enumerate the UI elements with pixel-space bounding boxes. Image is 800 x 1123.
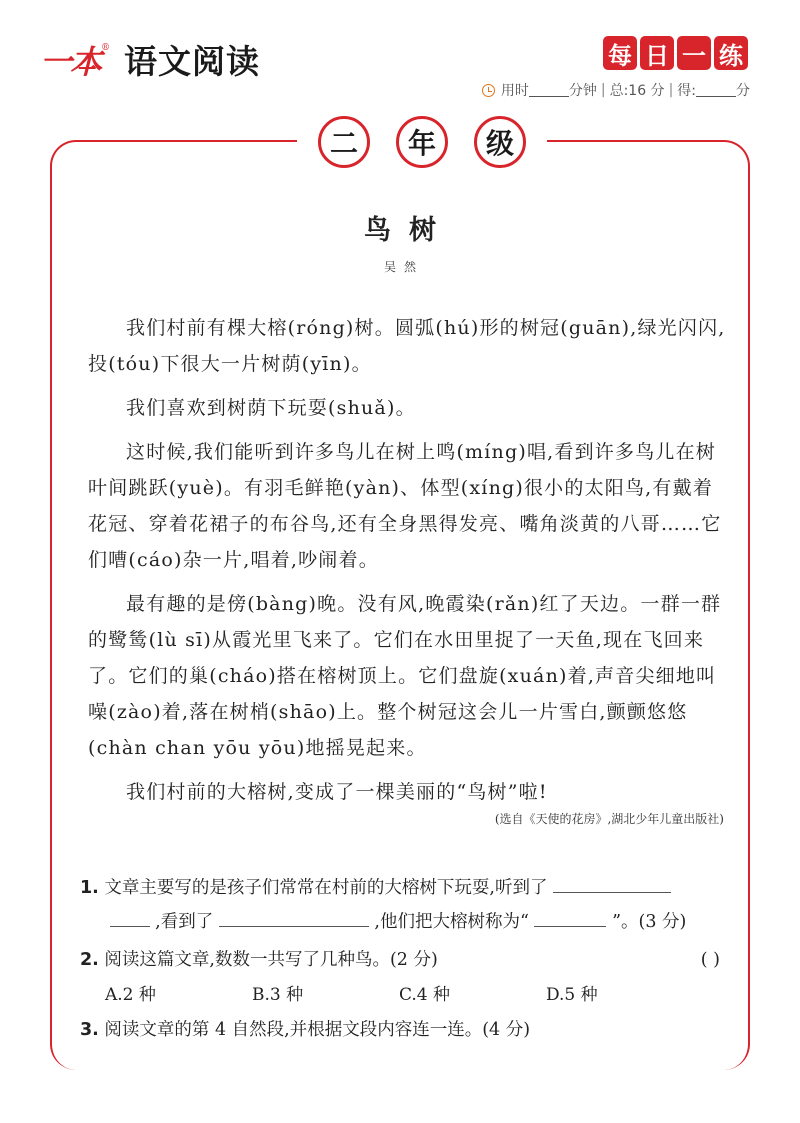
brand-title: 语文阅读 [124, 42, 261, 81]
option-d[interactable]: D.5 种 [546, 985, 598, 1005]
answer-blank[interactable] [534, 914, 606, 927]
paragraph: 这时候,我们能听到许多鸟儿在树上鸣(míng)唱,看到许多鸟儿在树叶间跳跃(yuè)。有羽毛鲜艳(yàn)、体型(xíng)很小的太阳鸟,有戴着花冠、穿着花裙子的布谷鸟,还有全身黑得发亮、嘴角淡黄的八哥……它们嘈(cáo)杂一片,唱着,吵闹着。 [88, 441, 722, 571]
grade-badge [297, 116, 547, 168]
article-author: 吴然 [383, 260, 424, 274]
answer-blank[interactable] [219, 914, 369, 927]
option-a[interactable]: A.2 种 [105, 985, 156, 1005]
registered-mark: ® [101, 42, 111, 53]
time-unit: 分钟 [568, 83, 597, 99]
question-1-cont [80, 906, 686, 938]
article-source: (选自《天使的花房》,湖北少年儿童出版社) [494, 812, 724, 826]
question-2-options [105, 980, 693, 1005]
option-c[interactable]: C.4 种 [399, 985, 451, 1005]
daily-char: 一 [677, 36, 711, 70]
time-label: 用时 [500, 83, 529, 99]
option-b[interactable]: B.3 种 [252, 985, 304, 1005]
grade-char: 级 [474, 116, 526, 168]
question-2 [80, 944, 720, 976]
daily-char: 练 [714, 36, 748, 70]
daily-char: 日 [640, 36, 674, 70]
grade-char: 年 [396, 116, 448, 168]
divider: | [668, 82, 674, 98]
daily-practice-badge [600, 36, 748, 70]
grade-char: 二 [318, 116, 370, 168]
question-text: ,看到了 [155, 912, 214, 932]
divider: | [600, 82, 606, 98]
article-body [88, 310, 728, 818]
score-unit: 分 [736, 83, 750, 99]
score-meta [482, 80, 750, 100]
score-label: 得: [677, 83, 696, 99]
question-text: 阅读文章的第 4 自然段,并根据文段内容连一连。(4 分) [104, 1020, 531, 1040]
paragraph: 我们村前有棵大榕(róng)树。圆弧(hú)形的树冠(guān),绿光闪闪,投(tóu)下很大一片树荫(yīn)。 [88, 317, 726, 375]
answer-paren[interactable]: ( ) [700, 950, 720, 970]
paragraph: 我们村前的大榕树,变成了一棵美丽的“鸟树”啦! [126, 781, 548, 803]
paragraph: 我们喜欢到树荫下玩耍(shuǎ)。 [126, 397, 416, 419]
time-blank[interactable] [529, 84, 569, 97]
answer-blank[interactable] [110, 914, 150, 927]
clock-icon [482, 84, 495, 97]
article-title: 鸟树 [364, 215, 454, 246]
daily-char: 每 [603, 36, 637, 70]
question-text: 阅读这篇文章,数数一共写了几种鸟。(2 分) [104, 950, 438, 970]
question-text: ”。(3 分) [612, 912, 687, 932]
answer-blank[interactable] [553, 880, 671, 893]
total-label: 总:16 分 [609, 83, 665, 99]
question-text: 文章主要写的是孩子们常常在村前的大榕树下玩耍,听到了 [104, 878, 548, 898]
paragraph: 最有趣的是傍(bàng)晚。没有风,晚霞染(rǎn)红了天边。一群一群的鹭鸶(lù sī)从霞光里飞来了。它们在水田里捉了一天鱼,现在飞回来了。它们的巢(cháo)搭在榕树顶上。它们盘旋(xuán)着,声音尖细地叫噪(zào)着,落在树梢(shāo)上。整个树冠这会儿一片雪白,颤颤悠悠(chàn chan yōu yōu)地摇晃起来。 [88, 593, 722, 759]
brand-mark: 一本 [40, 42, 101, 81]
question-number: 2. [80, 950, 99, 970]
question-1 [80, 872, 720, 904]
score-blank[interactable] [696, 84, 736, 97]
question-text: ,他们把大榕树称为“ [374, 912, 529, 932]
question-3 [80, 1014, 530, 1046]
question-number: 1. [80, 878, 99, 898]
question-number: 3. [80, 1020, 99, 1040]
brand-logo [40, 36, 260, 83]
